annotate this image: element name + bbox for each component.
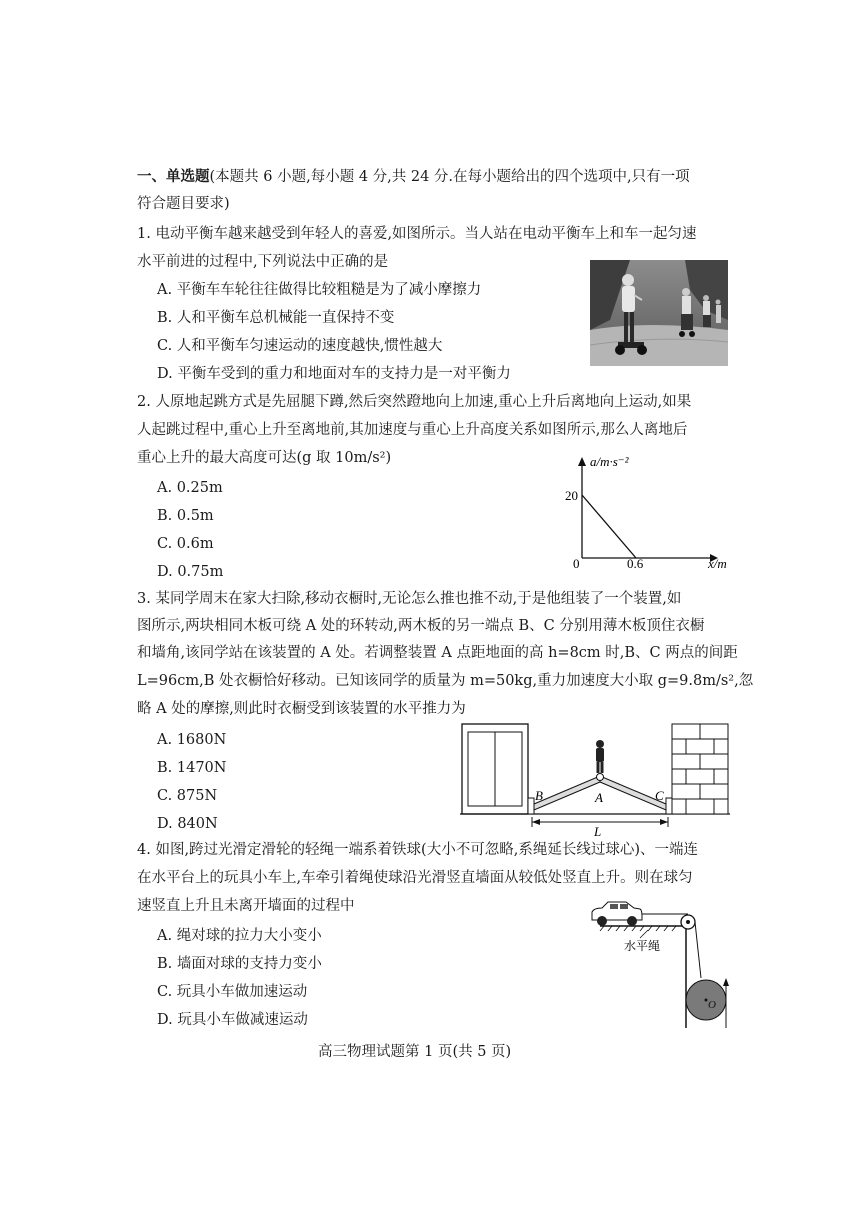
ball-center-label: O xyxy=(708,999,716,1011)
section-heading: 一、单选题 xyxy=(137,168,210,185)
plank-left xyxy=(534,776,600,810)
q4-pulley-figure xyxy=(580,890,730,1030)
q2-option-c[interactable]: C. 0.6m xyxy=(157,536,214,552)
ring-a xyxy=(597,774,604,781)
vertical-rope xyxy=(695,922,701,978)
page-footer: 高三物理试题第 1 页(共 5 页) xyxy=(318,1044,512,1060)
segway-photo xyxy=(590,260,728,366)
q2-option-a[interactable]: A. 0.25m xyxy=(157,480,223,496)
q1-option-d[interactable]: D. 平衡车受到的重力和地面对车的支持力是一对平衡力 xyxy=(157,366,511,382)
toy-car-icon xyxy=(592,902,642,926)
x-axis-label: x/m xyxy=(708,556,727,571)
q4-option-b[interactable]: B. 墙面对球的支持力变小 xyxy=(157,956,322,972)
q3-stem-line4: L=96cm,B 处衣橱恰好移动。已知该同学的质量为 m=50kg,重力加速度大小取 g=9.8m/s²,忽 xyxy=(137,673,754,689)
q3-stem-line2: 图所示,两块相同木板可绕 A 处的环转动,两木板的另一端点 B、C 分别用薄木板顶住衣橱 xyxy=(137,618,705,634)
graph-line xyxy=(582,495,636,558)
q4-option-a[interactable]: A. 绳对球的拉力大小变小 xyxy=(157,928,322,944)
q1-option-a[interactable]: A. 平衡车车轮往往做得比较粗糙是为了减小摩擦力 xyxy=(157,282,482,298)
q2-stem-line3: 重心上升的最大高度可达(g 取 10m/s²) xyxy=(137,450,392,466)
q2-option-b[interactable]: B. 0.5m xyxy=(157,508,214,524)
q3-option-d[interactable]: D. 840N xyxy=(157,816,218,832)
y-tick-label: 20 xyxy=(565,488,578,503)
q2-option-d[interactable]: D. 0.75m xyxy=(157,564,224,580)
q3-stem-line3: 和墙角,该同学站在该装置的 A 处。若调整装置 A 点距地面的高 h=8cm 时,B、C 两点的间距 xyxy=(137,645,738,661)
label-l: L xyxy=(594,824,602,839)
q4-stem-line2: 在水平台上的玩具小车上,车牵引着绳使球沿光滑竖直墙面从较低处竖直上升。则在球匀 xyxy=(137,870,693,886)
section-instructions: (本题共 6 小题,每小题 4 分,共 24 分.在每小题给出的四个选项中,只有一项 xyxy=(209,169,690,185)
label-c: C xyxy=(655,788,664,803)
q2-stem-line2: 人起跳过程中,重心上升至离地前,其加速度与重心上升高度关系如图所示,那么人离地后 xyxy=(137,422,688,438)
q2-acceleration-graph xyxy=(560,450,735,575)
q4-stem-line1: 4. 如图,跨过光滑定滑轮的轻绳一端系着铁球(大小不可忽略,系绳延长线过球心)、一端连 xyxy=(137,842,698,858)
q1-stem-line2: 水平前进的过程中,下列说法中正确的是 xyxy=(137,254,389,270)
q1-stem-line1: 1. 电动平衡车越来越受到年轻人的喜爱,如图所示。当人站在电动平衡车上和车一起匀速 xyxy=(137,226,697,242)
section-instructions-cont: 符合题目要求) xyxy=(137,196,230,212)
brick-wall xyxy=(672,724,728,814)
section-heading-line1 xyxy=(137,168,690,186)
x-tick-label: 0.6 xyxy=(627,556,644,571)
person-icon xyxy=(596,740,604,773)
y-axis-label: a/m·s⁻² xyxy=(590,454,629,469)
q4-option-c[interactable]: C. 玩具小车做加速运动 xyxy=(157,984,308,1000)
q3-option-c[interactable]: C. 875N xyxy=(157,788,218,804)
q2-stem-line1: 2. 人原地起跳方式是先屈腿下蹲,然后突然蹬地向上加速,重心上升后离地向上运动,如果 xyxy=(137,394,692,410)
rope-label: 水平绳 xyxy=(624,939,661,953)
q4-option-d[interactable]: D. 玩具小车做减速运动 xyxy=(157,1012,308,1028)
q1-option-b[interactable]: B. 人和平衡车总机械能一直保持不变 xyxy=(157,310,395,326)
origin-label: 0 xyxy=(573,556,580,571)
q1-option-c[interactable]: C. 人和平衡车匀速运动的速度越快,惯性越大 xyxy=(157,338,443,354)
y-axis-arrow xyxy=(578,457,586,466)
q3-stem-line5: 略 A 处的摩擦,则此时衣橱受到该装置的水平推力为 xyxy=(137,701,466,717)
q3-option-b[interactable]: B. 1470N xyxy=(157,760,227,776)
q3-stem-line1: 3. 某同学周末在家大扫除,移动衣橱时,无论怎么推也推不动,于是他组装了一个装置,如 xyxy=(137,591,682,607)
label-a: A xyxy=(595,790,603,805)
q4-stem-line3: 速竖直上升且未离开墙面的过程中 xyxy=(137,898,355,914)
q3-option-a[interactable]: A. 1680N xyxy=(157,732,227,748)
q3-wardrobe-figure xyxy=(460,722,730,840)
label-b: B xyxy=(535,788,543,803)
